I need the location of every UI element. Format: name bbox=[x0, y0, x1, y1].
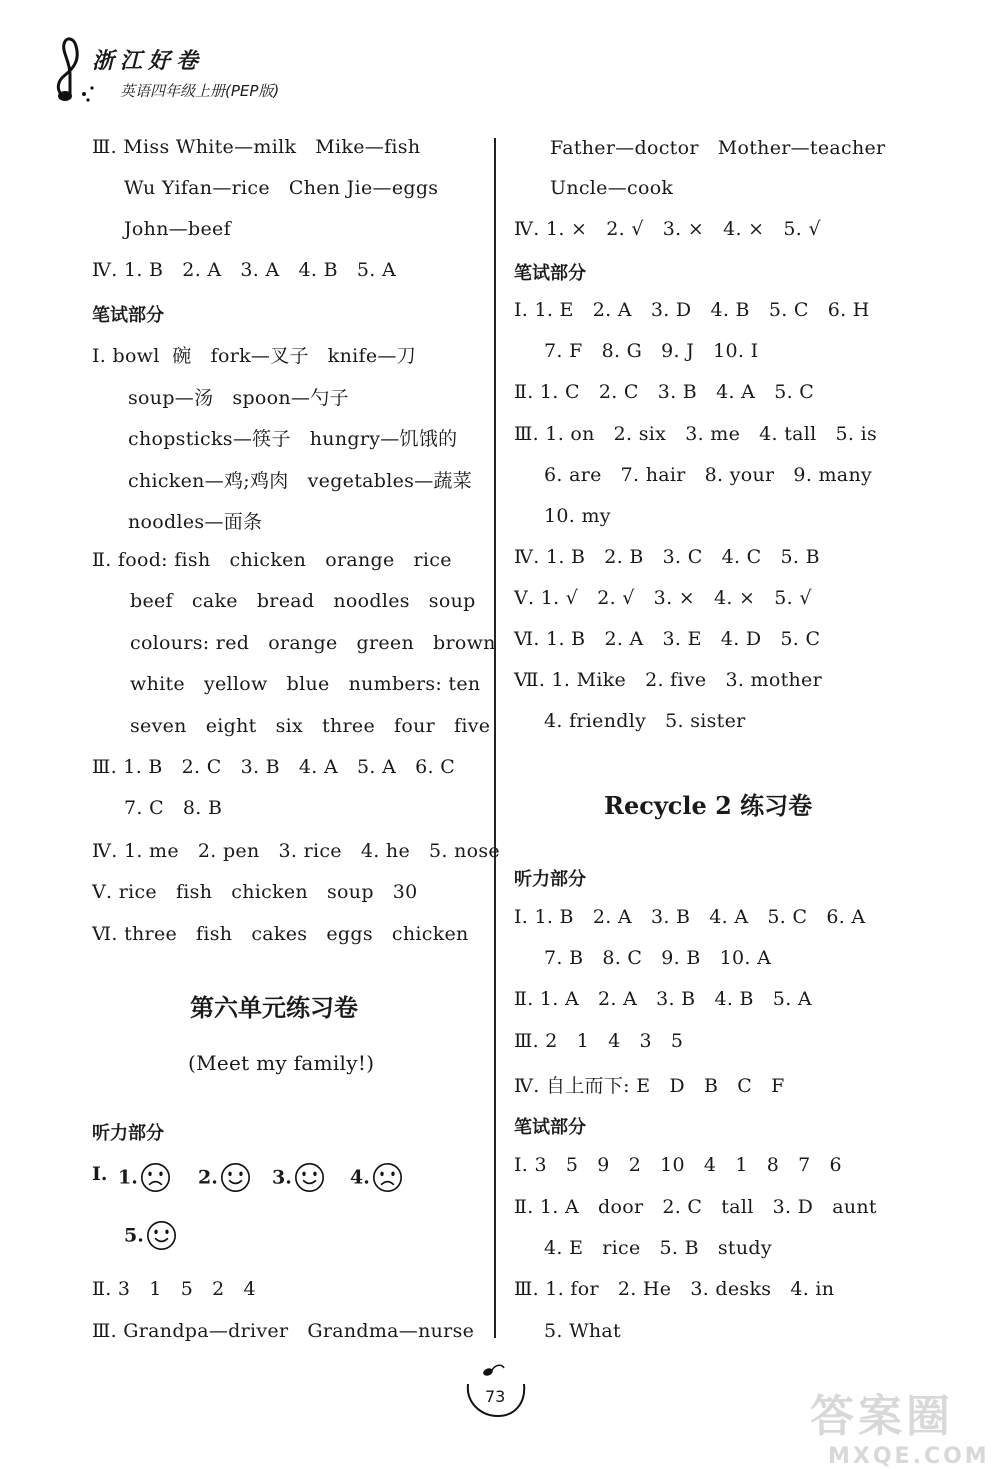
right-line: Ⅲ. 2 1 4 3 5 bbox=[514, 1030, 684, 1052]
right-line: Ⅳ. 1. × 2. √ 3. × 4. × 5. √ bbox=[514, 218, 821, 240]
left-line: seven eight six three four five bbox=[130, 715, 491, 737]
music-note-logo-icon bbox=[40, 30, 100, 106]
right-line: Ⅱ. 1. A door 2. C tall 3. D aunt bbox=[514, 1196, 877, 1218]
book-title: 浙江好卷 bbox=[92, 48, 205, 74]
left-line: 7. C 8. B bbox=[124, 797, 223, 819]
sad-face-icon bbox=[140, 1162, 171, 1193]
left-line: Ⅱ. 3 1 5 2 4 bbox=[92, 1278, 256, 1300]
left-line: John—beef bbox=[124, 218, 231, 240]
right-line: Uncle—cook bbox=[550, 177, 674, 199]
right-line: Ⅳ. 1. B 2. B 3. C 4. C 5. B bbox=[514, 546, 820, 568]
sad-face-icon bbox=[372, 1162, 403, 1193]
smiley-face-icon bbox=[146, 1220, 177, 1251]
left-line: Ⅰ. bowl 碗 fork—叉子 knife—刀 bbox=[92, 345, 417, 367]
unit-subtitle: (Meet my family!) bbox=[188, 1051, 375, 1075]
book-subtitle: 英语四年级上册(PEP版) bbox=[120, 82, 280, 100]
face-item bbox=[118, 1162, 171, 1193]
left-line: colours: red orange green brown bbox=[130, 632, 496, 654]
left-line: Ⅱ. food: fish chicken orange rice bbox=[92, 549, 452, 571]
left-line: Ⅳ. 1. me 2. pen 3. rice 4. he 5. nose bbox=[92, 840, 500, 862]
right-line: Ⅱ. 1. A 2. A 3. B 4. B 5. A bbox=[514, 988, 812, 1010]
left-line: soup—汤 spoon—勺子 bbox=[128, 387, 349, 409]
right-line: Ⅳ. 自上而下: E D B C F bbox=[514, 1075, 785, 1097]
face-label: 3. bbox=[272, 1166, 292, 1189]
right-line: Ⅲ. 1. on 2. six 3. me 4. tall 5. is bbox=[514, 423, 878, 445]
right-line: Ⅵ. 1. B 2. A 3. E 4. D 5. C bbox=[514, 628, 821, 650]
section-heading: 听力部分 bbox=[514, 869, 586, 890]
watermark bbox=[810, 1380, 990, 1469]
right-line: Ⅴ. 1. √ 2. √ 3. × 4. × 5. √ bbox=[514, 587, 812, 609]
faces-prefix: Ⅰ. bbox=[92, 1163, 108, 1185]
section-title: Recycle 2 练习卷 bbox=[604, 791, 813, 820]
right-line: 7. B 8. C 9. B 10. A bbox=[544, 947, 772, 969]
left-line: Ⅲ. 1. B 2. C 3. B 4. A 5. A 6. C bbox=[92, 756, 456, 778]
section-heading: 笔试部分 bbox=[514, 1117, 586, 1138]
face-item bbox=[124, 1220, 177, 1251]
unit-title: 第六单元练习卷 bbox=[190, 993, 358, 1022]
left-line: chicken—鸡;鸡肉 vegetables—蔬菜 bbox=[128, 470, 473, 492]
left-line: white yellow blue numbers: ten bbox=[130, 673, 481, 695]
right-line: Ⅶ. 1. Mike 2. five 3. mother bbox=[514, 669, 822, 691]
smiley-face-icon bbox=[220, 1162, 251, 1193]
faces-question bbox=[92, 1162, 108, 1185]
right-line: 5. What bbox=[544, 1320, 621, 1342]
watermark-url: MXQE.COM bbox=[828, 1444, 990, 1469]
page-number: 73 bbox=[485, 1387, 506, 1406]
left-line: noodles—面条 bbox=[128, 511, 263, 533]
face-item bbox=[272, 1162, 325, 1193]
left-line: Ⅵ. three fish cakes eggs chicken bbox=[92, 923, 469, 945]
right-line: Ⅱ. 1. C 2. C 3. B 4. A 5. C bbox=[514, 381, 815, 403]
header bbox=[40, 30, 360, 110]
left-line: chopsticks—筷子 hungry—饥饿的 bbox=[128, 428, 458, 450]
right-line: 10. my bbox=[544, 505, 611, 527]
right-line: Ⅰ. 1. E 2. A 3. D 4. B 5. C 6. H bbox=[514, 299, 870, 321]
right-line: 7. F 8. G 9. J 10. I bbox=[544, 340, 759, 362]
face-label: 4. bbox=[350, 1166, 370, 1189]
left-line: Wu Yifan—rice Chen Jie—eggs bbox=[124, 177, 439, 199]
section-heading: 笔试部分 bbox=[514, 263, 586, 284]
face-label: 2. bbox=[198, 1166, 218, 1189]
left-line: Ⅲ. Grandpa—driver Grandma—nurse bbox=[92, 1320, 475, 1342]
section-heading: 笔试部分 bbox=[92, 305, 164, 326]
left-line: Ⅲ. Miss White—milk Mike—fish bbox=[92, 136, 421, 158]
smiley-face-icon bbox=[294, 1162, 325, 1193]
face-label: 5. bbox=[124, 1224, 144, 1247]
right-line: Ⅰ. 3 5 9 2 10 4 1 8 7 6 bbox=[514, 1154, 842, 1176]
right-line: 6. are 7. hair 8. your 9. many bbox=[544, 464, 873, 486]
column-divider bbox=[494, 138, 496, 1338]
left-line: beef cake bread noodles soup bbox=[130, 590, 476, 612]
left-line: Ⅴ. rice fish chicken soup 30 bbox=[92, 881, 418, 903]
right-line: Ⅰ. 1. B 2. A 3. B 4. A 5. C 6. A bbox=[514, 906, 866, 928]
right-line: 4. friendly 5. sister bbox=[544, 710, 746, 732]
watermark-text: 答案圈 bbox=[810, 1391, 954, 1442]
face-item bbox=[198, 1162, 251, 1193]
left-line: Ⅳ. 1. B 2. A 3. A 4. B 5. A bbox=[92, 259, 396, 281]
right-line: Ⅲ. 1. for 2. He 3. desks 4. in bbox=[514, 1278, 835, 1300]
face-label: 1. bbox=[118, 1166, 138, 1189]
right-line: Father—doctor Mother—teacher bbox=[550, 137, 886, 159]
face-item bbox=[350, 1162, 403, 1193]
section-heading: 听力部分 bbox=[92, 1123, 164, 1144]
right-line: 4. E rice 5. B study bbox=[544, 1237, 772, 1259]
